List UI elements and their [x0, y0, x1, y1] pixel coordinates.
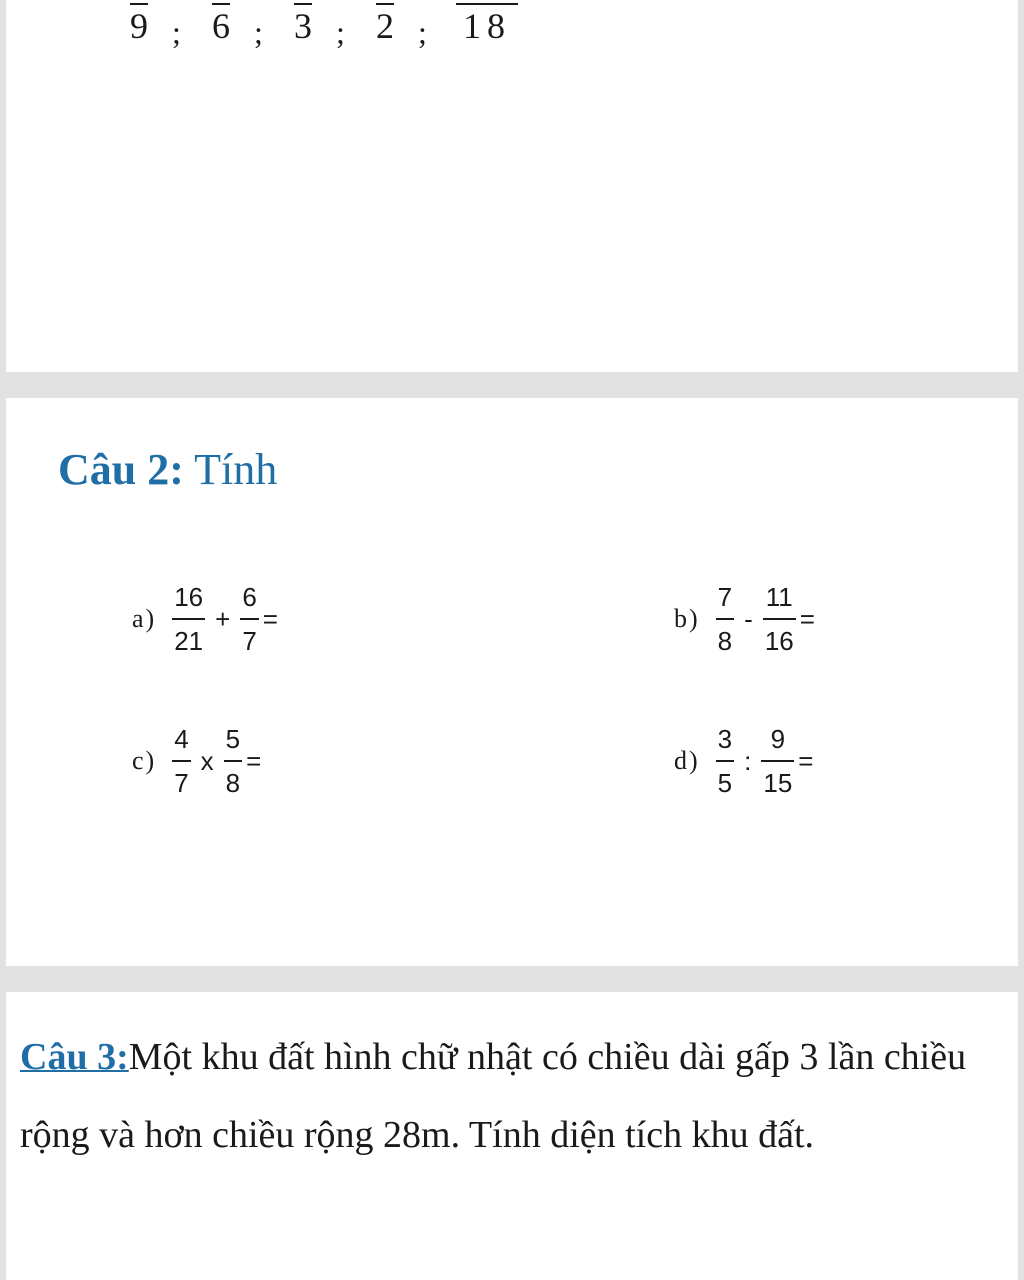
separator: ; — [172, 14, 181, 50]
separator: ; — [254, 14, 263, 50]
question-3-text: Một khu đất hình chữ nhật có chiều dài gấp 3 lần chiều rộng và hơn chiều rộng 28m. Tính diện tích khu đất. — [20, 1036, 967, 1156]
operator: - — [744, 603, 753, 634]
top-fraction: 3 — [294, 0, 312, 44]
separator: ; — [418, 14, 427, 50]
question-2-instruction: Tính — [194, 445, 278, 494]
problem-label: a) — [132, 604, 157, 633]
fraction: 7 8 — [717, 582, 733, 656]
problem-label: d) — [674, 746, 700, 775]
fraction: 11 16 — [764, 582, 794, 656]
top-fraction: 6 — [212, 0, 230, 44]
top-fraction: 9 — [130, 0, 148, 44]
operator: x — [200, 745, 214, 776]
problem-c — [132, 726, 261, 796]
problem-label: c) — [132, 746, 157, 775]
fraction: 9 15 — [763, 724, 793, 798]
top-fraction: 18 — [456, 0, 518, 44]
question-3-label: Câu 3: — [20, 1036, 129, 1078]
fraction: 16 21 — [174, 582, 204, 656]
fraction: 3 5 — [717, 724, 733, 798]
problem-b — [674, 584, 815, 654]
operator: : — [744, 745, 752, 776]
question-3 — [20, 1018, 995, 1174]
equals-sign: = — [799, 603, 815, 634]
question-2-title — [58, 444, 277, 495]
problem-a — [132, 584, 278, 654]
card-question-1-tail — [6, 0, 1018, 372]
problem-label: b) — [674, 604, 700, 633]
equals-sign: = — [246, 745, 262, 776]
operator: + — [215, 603, 231, 634]
fraction: 6 7 — [242, 582, 257, 656]
fraction: 4 7 — [174, 724, 189, 798]
problem-d — [674, 726, 813, 796]
separator: ; — [336, 14, 345, 50]
equals-sign: = — [262, 603, 278, 634]
equals-sign: = — [798, 745, 814, 776]
top-fraction: 2 — [376, 0, 394, 44]
fraction: 5 8 — [225, 724, 241, 798]
question-2-label: Câu 2: — [58, 445, 184, 494]
